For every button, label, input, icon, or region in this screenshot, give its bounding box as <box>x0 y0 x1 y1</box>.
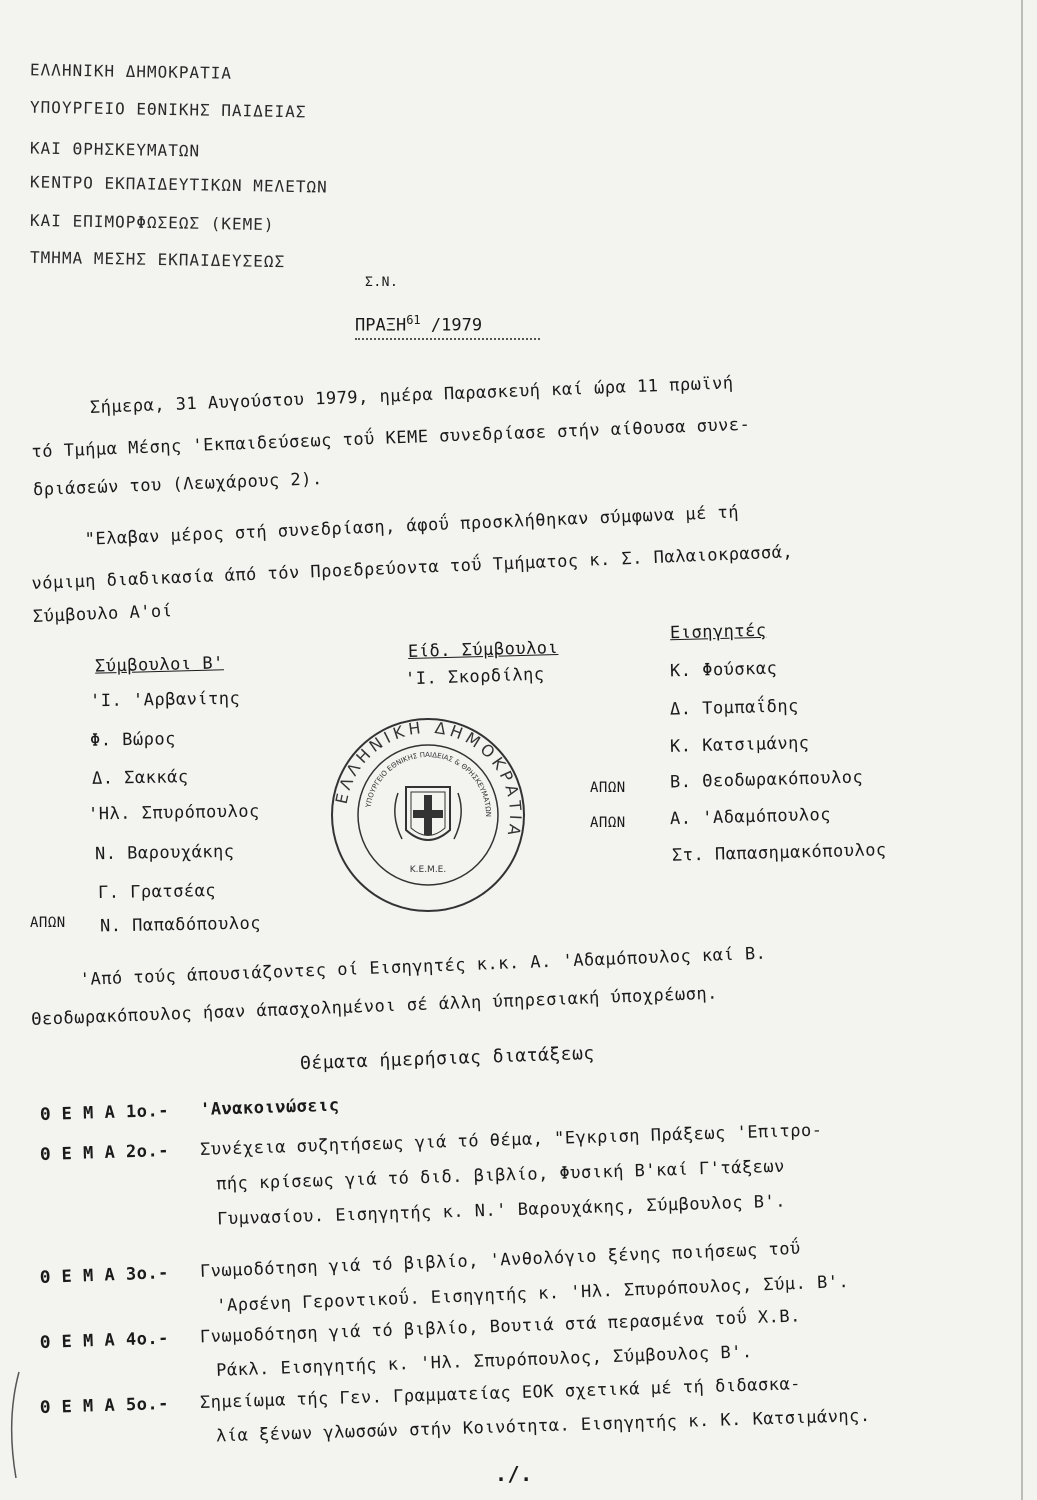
col1-name-5: Ν. Βαρουχάκης <box>94 841 235 865</box>
agenda-line-4-2: Ράκλ. Εισηγητής κ. 'Ηλ. Σπυρόπουλος, Σύμβουλος Β'. <box>215 1342 753 1381</box>
col3-name-3: Κ. Κατσιμάνης <box>669 733 810 757</box>
col3-absent-5: ΑΠΩΝ <box>590 815 626 831</box>
agenda-line-2-1: Συνέχεια συζητήσεως γιά τό θέμα, "Εγκριση Πράξεως 'Επιτρο- <box>199 1120 823 1160</box>
col1-name-4: 'Ηλ. Σπυρόπουλος <box>87 801 260 825</box>
continuation-mark: ./. <box>495 1462 533 1486</box>
col3-name-1: Κ. Φούσκας <box>669 658 778 682</box>
col1-name-2: Φ. Βώρος <box>89 729 177 751</box>
official-seal <box>328 715 528 915</box>
act-prefix: ΠΡΑΞΗ <box>355 315 407 336</box>
col2-header: Είδ. Σύμβουλοι <box>407 638 559 662</box>
col1-header: Σύμβουλοι Β' <box>94 653 225 677</box>
header-line-1: ΕΛΛΗΝΙΚΗ ΔΗΜΟΚΡΑΤΙΑ <box>29 60 233 83</box>
absence-line-1: 'Από τούς άπουσιάζοντες οί Εισηγητές κ.κ. Α. 'Αδαμόπουλος καί Β. <box>79 943 767 990</box>
header-line-3: ΚΑΙ ΘΡΗΣΚΕΥΜΑΤΩΝ <box>29 138 201 161</box>
agenda-title: Θέματα ήμερήσιας διατάξεως <box>299 1042 596 1075</box>
agenda-line-3-2: 'Αρσένη Γεροντικοΰ. Εισηγητής κ. 'Ηλ. Σπυρόπουλος, Σύμ. Β'. <box>215 1271 850 1317</box>
intro-line-1: Σήμερα, 31 Αυγούστου 1979, ημέρα Παρασκευή καί ώρα 11 πρωϊνή <box>89 373 734 418</box>
header-mark: Σ.Ν. <box>365 275 399 290</box>
intro-line-3: δριάσεών του (Λεωχάρους 2). <box>32 469 324 501</box>
act-year: /1979 <box>430 315 483 336</box>
agenda-label-5: Θ Ε Μ Α 5ο.- <box>39 1393 170 1418</box>
header-line-6: ΤΜΗΜΑ ΜΕΣΗΣ ΕΚΠΑΙΔΕΥΣΕΩΣ <box>29 247 286 272</box>
agenda-line-1-1: 'Ανακοινώσεις <box>199 1095 340 1120</box>
coat-of-arms-icon <box>395 787 461 840</box>
col3-name-4: Β. Θεοδωρακόπουλος <box>669 767 864 793</box>
act-underline <box>355 338 540 340</box>
intro-line-6: Σύμβουλο Α'οί <box>32 601 173 628</box>
intro-line-4: "Ελαβαν μέρος στή συνεδρίαση, άφοΰ προσκλήθηκαν σύμφωνα μέ τή <box>84 502 740 550</box>
seal-inner-text: ΥΠΟΥΡΓΕΙΟ ΕΘΝΙΚΗΣ ΠΑΙΔΕΙΑΣ & ΘΡΗΣΚΕΥΜΑΤΩΝ <box>364 750 493 818</box>
agenda-label-3: Θ Ε Μ Α 3ο.- <box>39 1263 170 1288</box>
col1-name-6: Γ. Γρατσέας <box>97 880 217 904</box>
margin-bracket-icon <box>4 1370 24 1480</box>
col1-name-7: Ν. Παπαδόπουλος <box>99 913 262 937</box>
page-edge <box>1021 0 1023 1500</box>
act-number-value: 61 <box>406 313 421 327</box>
agenda-label-2: Θ Ε Μ Α 2ο.- <box>39 1140 170 1165</box>
header-line-5: ΚΑΙ ΕΠΙΜΟΡΦΩΣΕΩΣ (ΚΕΜΕ) <box>29 210 275 235</box>
agenda-line-2-3: Γυμνασίου. Εισηγητής κ. Ν.' Βαρουχάκης, Σύμβουλος Β'. <box>216 1191 787 1230</box>
col1-name-1: 'Ι. 'Αρβανίτης <box>89 688 241 712</box>
col2-name-1: 'Ι. Σκορδίλης <box>404 664 545 690</box>
agenda-label-1: Θ Ε Μ Α 1ο.- <box>39 1100 170 1125</box>
col3-header: Εισηγητές <box>669 620 767 644</box>
intro-line-5: νόμιμη διαδικασία άπό τόν Προεδρεύοντα τοΰ Τμήματος κ. Σ. Παλαιοκρασσά, <box>31 542 794 595</box>
col3-name-2: Δ. Τομπαΐδης <box>669 696 800 720</box>
header-line-2: ΥΠΟΥΡΓΕΙΟ ΕΘΝΙΚΗΣ ΠΑΙΔΕΙΑΣ <box>29 97 307 122</box>
agenda-line-4-1: Γνωμοδότηση γιά τό βιβλίο, Βουτιά στά περασμένα τοΰ Χ.Β. <box>199 1306 802 1348</box>
agenda-line-5-2: λία ξένων γλωσσών στήν Κοινότητα. Εισηγητής κ. Κ. Κατσιμάνης. <box>215 1405 871 1447</box>
col3-name-5: Α. 'Αδαμόπουλος <box>669 804 832 830</box>
agenda-line-3-1: Γνωμοδότηση γιά τό βιβλίο, 'Ανθολόγιο ξένης ποιήσεως τοΰ <box>199 1238 802 1282</box>
agenda-line-5-1: Σημείωμα τής Γεν. Γραμματείας ΕΟΚ σχετικά μέ τή διδασκα- <box>199 1374 802 1413</box>
col1-name-3: Δ. Σακκάς <box>91 767 189 789</box>
col1-absent-7: ΑΠΩΝ <box>30 915 66 931</box>
col3-name-6: Στ. Παπασημακόπουλος <box>671 840 887 866</box>
seal-ring-text: ΕΛΛΗΝΙΚΗ ΔΗΜΟΚΡΑΤΙΑ <box>331 717 526 842</box>
seal-label: Κ.Ε.Μ.Ε. <box>409 865 447 875</box>
col3-absent-4: ΑΠΩΝ <box>590 780 626 796</box>
act-number <box>355 313 482 336</box>
intro-line-2: τό Τμήμα Μέσης 'Εκπαιδεύσεως τοΰ ΚΕΜΕ συνεδρίασε στήν αίθουσα συνε- <box>31 414 751 463</box>
agenda-line-2-2: πής κρίσεως γιά τό διδ. βιβλίο, Φυσική Β'καί Γ'τάξεων <box>215 1156 786 1195</box>
absence-line-2: Θεοδωρακόπουλος ήσαν άπασχολημένοι σέ άλλη ύπηρεσιακή ύποχρέωση. <box>30 983 719 1030</box>
agenda-label-4: Θ Ε Μ Α 4ο.- <box>39 1328 170 1353</box>
header-line-4: ΚΕΝΤΡΟ ΕΚΠΑΙΔΕΥΤΙΚΩΝ ΜΕΛΕΤΩΝ <box>29 172 328 197</box>
